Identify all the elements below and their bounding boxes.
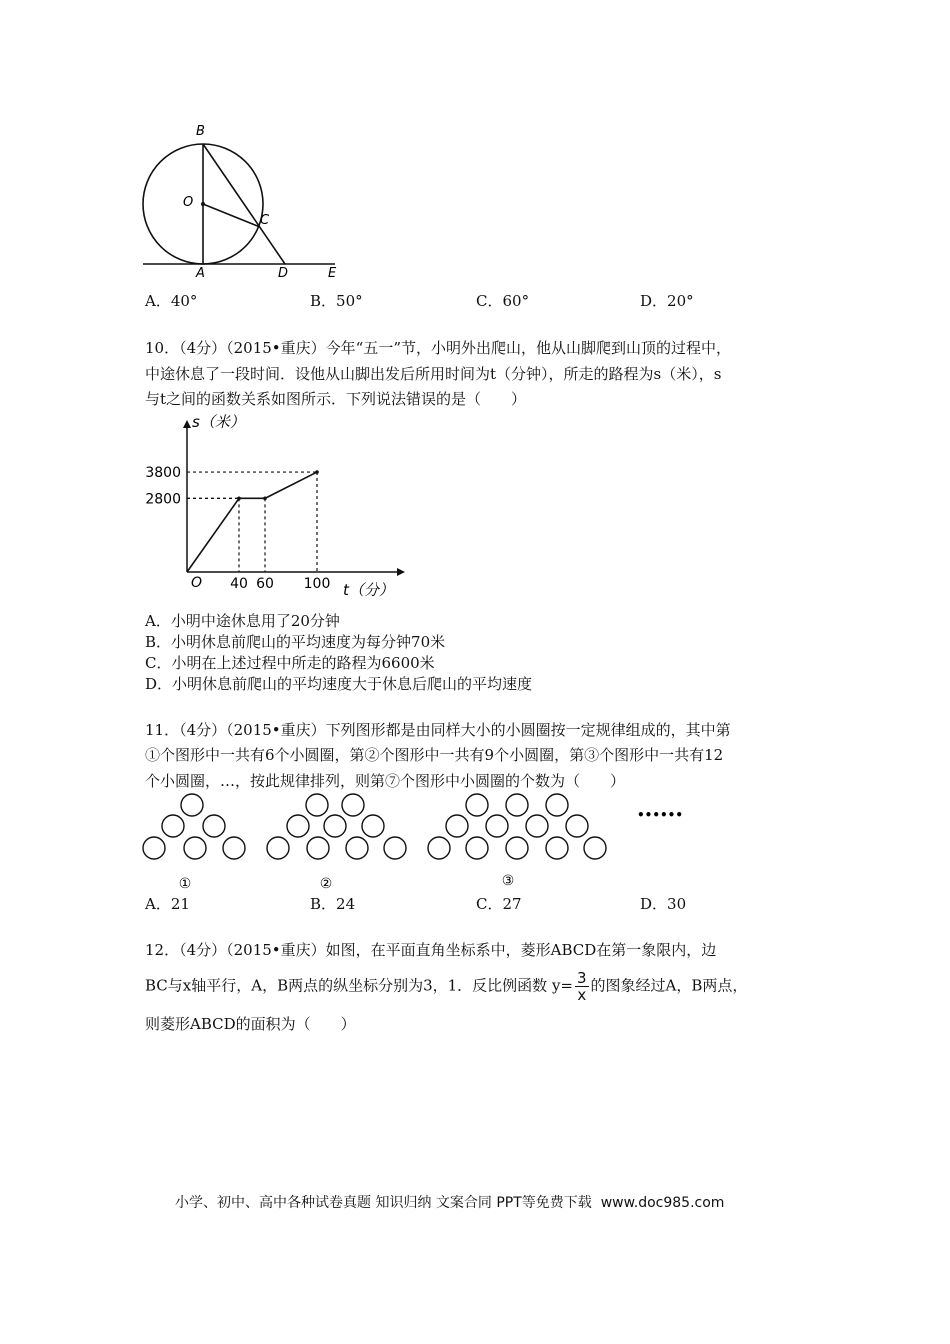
- fraction-numerator: 3: [577, 969, 587, 987]
- q11-line-2: ①个图形中一共有6个小圆圈，第②个图形中一共有9个小圆圈，第③个图形中一共有12: [145, 746, 724, 764]
- figure-2-circle: [362, 815, 384, 837]
- q10-option-a[interactable]: A．小明中途休息用了20分钟: [145, 612, 340, 630]
- figure-1-circle: [203, 815, 225, 837]
- q10-line-2: 中途休息了一段时间．设他从山脚出发后所用时间为t（分钟），所走的路程为s（米），s: [145, 365, 722, 383]
- x-axis-arrow: [397, 568, 405, 576]
- series-segment-3: [265, 472, 317, 498]
- figure-2-circle: [384, 837, 406, 859]
- inverse-function-fraction: [575, 970, 589, 1003]
- figure-label-1: ①: [178, 876, 192, 892]
- q10-option-b[interactable]: B．小明休息前爬山的平均速度为每分钟70米: [145, 633, 446, 651]
- figure-2-circle: [346, 837, 368, 859]
- figure-3-circle: [466, 794, 488, 816]
- data-point-60: [263, 497, 267, 501]
- line-bd: [203, 144, 285, 264]
- q10-option-c[interactable]: C．小明在上述过程中所走的路程为6600米: [145, 654, 435, 672]
- q11-option-a[interactable]: A．21: [145, 895, 190, 913]
- figure-3-circle: [566, 815, 588, 837]
- figure-3-circle: [446, 815, 468, 837]
- q12-line-2: [145, 970, 747, 1003]
- data-point-40: [237, 497, 241, 501]
- y-tick-2800: 2800: [145, 491, 181, 508]
- q9-option-a[interactable]: A．40°: [145, 292, 198, 310]
- figure-3-circle: [506, 837, 528, 859]
- figure-1-circle: [143, 837, 165, 859]
- label-d: D: [278, 266, 289, 281]
- figure-3-circle: [526, 815, 548, 837]
- q12-line-2-post: 的图象经过A，B两点，: [590, 976, 748, 995]
- q10-option-d[interactable]: D．小明休息前爬山的平均速度大于休息后爬山的平均速度: [145, 675, 533, 693]
- figure-2-circle: [324, 815, 346, 837]
- figure-3-circle: [428, 837, 450, 859]
- q9-option-d[interactable]: D．20°: [640, 292, 694, 310]
- figure-1-circle: [184, 837, 206, 859]
- series-segment-1: [187, 498, 239, 572]
- label-e: E: [328, 266, 337, 281]
- fraction-denominator: x: [577, 986, 587, 1004]
- page-footer: [175, 1192, 724, 1212]
- figure-3-circle: [584, 837, 606, 859]
- q11-circle-pattern-figures: [135, 788, 695, 893]
- figure-3-circle: [546, 794, 568, 816]
- q11-option-c[interactable]: C．27: [476, 895, 522, 913]
- figure-2-circle: [307, 837, 329, 859]
- q9-option-b[interactable]: B．50°: [310, 292, 363, 310]
- figure-3-circle: [466, 837, 488, 859]
- figure-2-circle: [267, 837, 289, 859]
- figure-1-circle: [223, 837, 245, 859]
- label-o: O: [183, 195, 194, 210]
- ellipsis-dots: ••••••: [637, 808, 684, 822]
- data-point-100: [315, 470, 319, 474]
- q12-line-3: 则菱形ABCD的面积为（ ）: [145, 1015, 356, 1033]
- q12-line-2-pre: BC与x轴平行，A，B两点的纵坐标分别为3，1．反比例函数 y=: [145, 976, 573, 995]
- x-tick-40: 40: [230, 576, 248, 592]
- center-point: [201, 202, 205, 206]
- figure-2-circle: [342, 794, 364, 816]
- figure-2-circle: [306, 794, 328, 816]
- figure-1-circle: [162, 815, 184, 837]
- figure-2-circle: [287, 815, 309, 837]
- q10-line-1: 10．（4分）（2015•重庆）今年“五一”节，小明外出爬山，他从山脚爬到山顶的过程中，: [145, 339, 731, 357]
- q11-line-1: 11．（4分）（2015•重庆）下列图形都是由同样大小的小圆圈按一定规律组成的，其中第: [145, 721, 731, 739]
- q9-circle-figure: [135, 118, 355, 283]
- x-tick-60: 60: [256, 576, 274, 592]
- q9-option-c[interactable]: C．60°: [476, 292, 530, 310]
- label-b: B: [196, 124, 205, 139]
- q11-option-b[interactable]: B．24: [310, 895, 356, 913]
- y-tick-3800: 3800: [145, 465, 181, 482]
- figure-label-2: ②: [319, 876, 333, 892]
- q11-option-d[interactable]: D．30: [640, 895, 687, 913]
- label-a: A: [196, 266, 205, 281]
- footer-url[interactable]: www.doc985.com: [600, 1195, 725, 1211]
- figure-3-circle: [486, 815, 508, 837]
- figure-3-circle: [506, 794, 528, 816]
- footer-text: 小学、初中、高中各种试卷真题 知识归纳 文案合同 PPT等免费下载: [175, 1195, 592, 1211]
- q11-line-3: 个小圆圈，…，按此规律排列，则第⑦个图形中小圆圈的个数为（ ）: [145, 772, 626, 790]
- origin-label: O: [191, 575, 203, 591]
- figure-label-3: ③: [501, 873, 515, 889]
- x-tick-100: 100: [303, 576, 331, 592]
- q10-line-3: 与t之间的函数关系如图所示．下列说法错误的是（ ）: [145, 390, 527, 408]
- y-axis-label: s（米）: [192, 413, 245, 431]
- label-c: C: [260, 213, 270, 228]
- q12-line-1: 12．（4分）（2015•重庆）如图，在平面直角坐标系中，菱形ABCD在第一象限内，边: [145, 941, 717, 959]
- figure-3-circle: [546, 837, 568, 859]
- q10-distance-time-graph: [135, 410, 410, 605]
- y-axis-arrow: [183, 420, 191, 428]
- x-axis-label: t（分）: [343, 581, 394, 599]
- figure-1-circle: [181, 794, 203, 816]
